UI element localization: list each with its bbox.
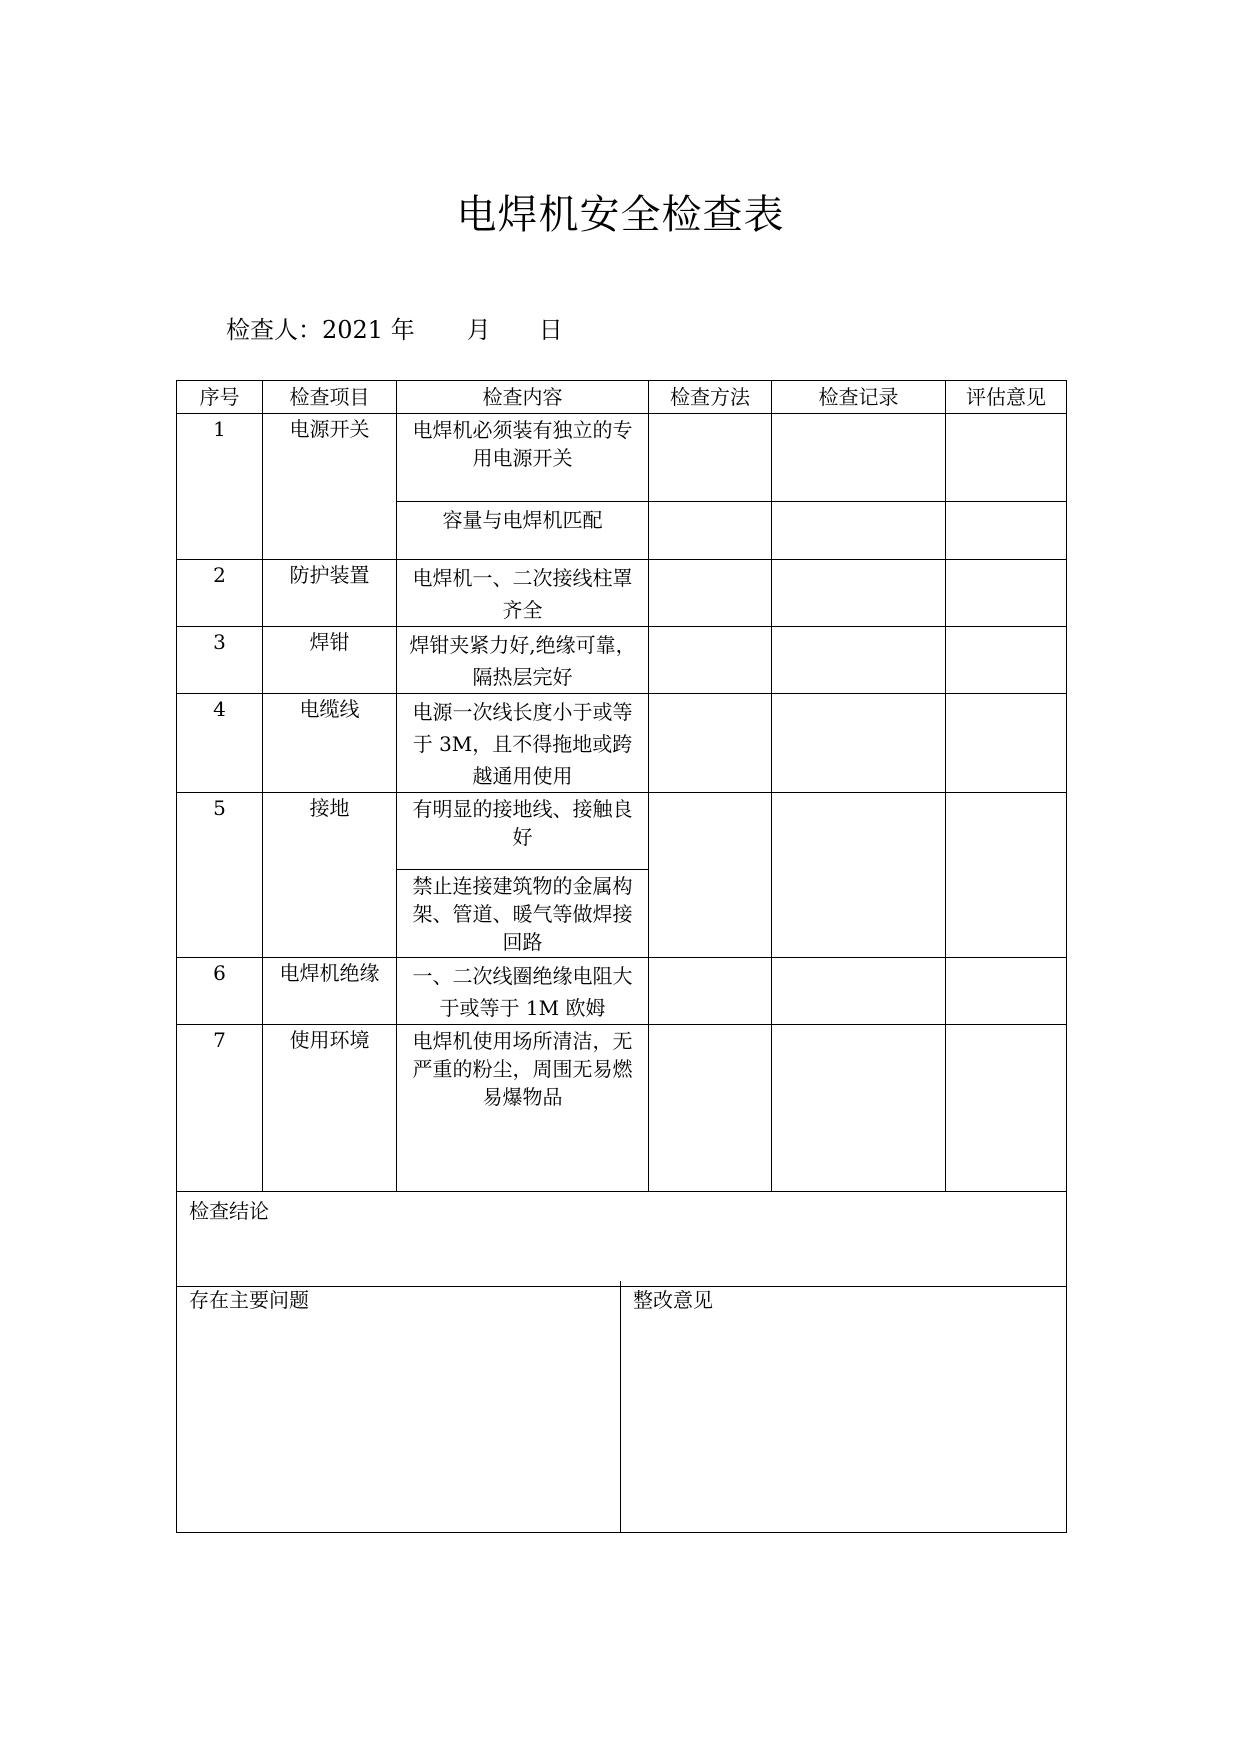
- record-cell[interactable]: [772, 502, 946, 560]
- record-cell[interactable]: [772, 958, 946, 1025]
- row-item: 电缆线: [263, 694, 397, 793]
- content-text: 有明显的接地线、接触良好: [412, 797, 633, 849]
- row-item: 使用环境: [263, 1025, 397, 1192]
- row-no: 1: [177, 414, 263, 560]
- content-text: 电焊机使用场所清洁，无严重的粉尘，周围无易燃易爆物品: [412, 1029, 633, 1109]
- inspection-table: [176, 380, 1067, 1287]
- table-row: [177, 694, 1067, 793]
- conclusion-row: [177, 1192, 1067, 1287]
- table-row: [177, 958, 1067, 1025]
- row-content: [397, 694, 649, 793]
- header-no: 序号: [177, 381, 263, 414]
- row-content: [397, 560, 649, 627]
- record-cell[interactable]: [772, 694, 946, 793]
- header-row: [177, 381, 1067, 414]
- inspector-month: 月: [466, 316, 491, 344]
- method-cell[interactable]: [649, 560, 772, 627]
- row-no: 7: [177, 1025, 263, 1192]
- row-content: [397, 414, 649, 502]
- row-content: [397, 793, 649, 870]
- header-content: 检查内容: [397, 381, 649, 414]
- assessment-cell[interactable]: [946, 958, 1067, 1025]
- row-item: 焊钳: [263, 627, 397, 694]
- row-item: 防护装置: [263, 560, 397, 627]
- problems-label: 存在主要问题: [189, 1288, 309, 1312]
- row-item: 接地: [263, 793, 397, 958]
- header-method: 检查方法: [649, 381, 772, 414]
- row-content: [397, 870, 649, 958]
- problems-cell[interactable]: [177, 1281, 621, 1532]
- conclusion-label: 检查结论: [189, 1199, 269, 1223]
- row-no: 3: [177, 627, 263, 694]
- content-text: 电焊机必须装有独立的专用电源开关: [412, 418, 633, 470]
- inspector-line: [226, 312, 563, 348]
- row-item: 电源开关: [263, 414, 397, 560]
- problems-row: [177, 1281, 1067, 1532]
- assessment-cell[interactable]: [946, 627, 1067, 694]
- assessment-cell[interactable]: [946, 694, 1067, 793]
- row-content: [397, 627, 649, 694]
- content-text: 焊钳夹紧力好,绝缘可靠，隔热层完好: [409, 633, 636, 689]
- method-cell[interactable]: [649, 414, 772, 502]
- content-text: 容量与电焊机匹配: [442, 508, 603, 532]
- content-text: 一、二次线圈绝缘电阻大于或等于 1M 欧姆: [412, 964, 633, 1020]
- rectification-label: 整改意见: [633, 1288, 713, 1312]
- assessment-cell[interactable]: [946, 560, 1067, 627]
- content-text: 电源一次线长度小于或等于 3M，且不得拖地或跨越通用使用: [412, 700, 633, 788]
- record-cell[interactable]: [772, 1025, 946, 1192]
- method-cell[interactable]: [649, 958, 772, 1025]
- record-cell[interactable]: [772, 560, 946, 627]
- method-cell[interactable]: [649, 694, 772, 793]
- method-cell[interactable]: [649, 793, 772, 958]
- row-no: 4: [177, 694, 263, 793]
- table-row: [177, 627, 1067, 694]
- problems-table: [176, 1281, 1067, 1533]
- content-text: 禁止连接建筑物的金属构架、管道、暖气等做焊接回路: [412, 874, 633, 954]
- header-assessment: 评估意见: [946, 381, 1067, 414]
- page-title: 电焊机安全检查表: [456, 192, 785, 238]
- header-record: 检查记录: [772, 381, 946, 414]
- row-content: [397, 502, 649, 560]
- conclusion-cell[interactable]: [177, 1192, 1067, 1287]
- method-cell[interactable]: [649, 502, 772, 560]
- header-item: 检查项目: [263, 381, 397, 414]
- record-cell[interactable]: [772, 414, 946, 502]
- assessment-cell[interactable]: [946, 502, 1067, 560]
- assessment-cell[interactable]: [946, 414, 1067, 502]
- inspector-year: 2021 年: [322, 316, 415, 344]
- row-no: 5: [177, 793, 263, 958]
- method-cell[interactable]: [649, 1025, 772, 1192]
- record-cell[interactable]: [772, 793, 946, 958]
- row-no: 6: [177, 958, 263, 1025]
- content-text: 电焊机一、二次接线柱罩齐全: [412, 566, 633, 622]
- assessment-cell[interactable]: [946, 1025, 1067, 1192]
- record-cell[interactable]: [772, 627, 946, 694]
- table-row: [177, 1025, 1067, 1192]
- table-row: [177, 793, 1067, 870]
- inspector-day: 日: [538, 316, 563, 344]
- rectification-cell[interactable]: [621, 1281, 1067, 1532]
- table-row: [177, 560, 1067, 627]
- inspector-label: 检查人：: [226, 316, 322, 344]
- row-content: [397, 958, 649, 1025]
- row-content: [397, 1025, 649, 1192]
- row-no: 2: [177, 560, 263, 627]
- row-item: 电焊机绝缘: [263, 958, 397, 1025]
- method-cell[interactable]: [649, 627, 772, 694]
- table-row: [177, 414, 1067, 502]
- assessment-cell[interactable]: [946, 793, 1067, 958]
